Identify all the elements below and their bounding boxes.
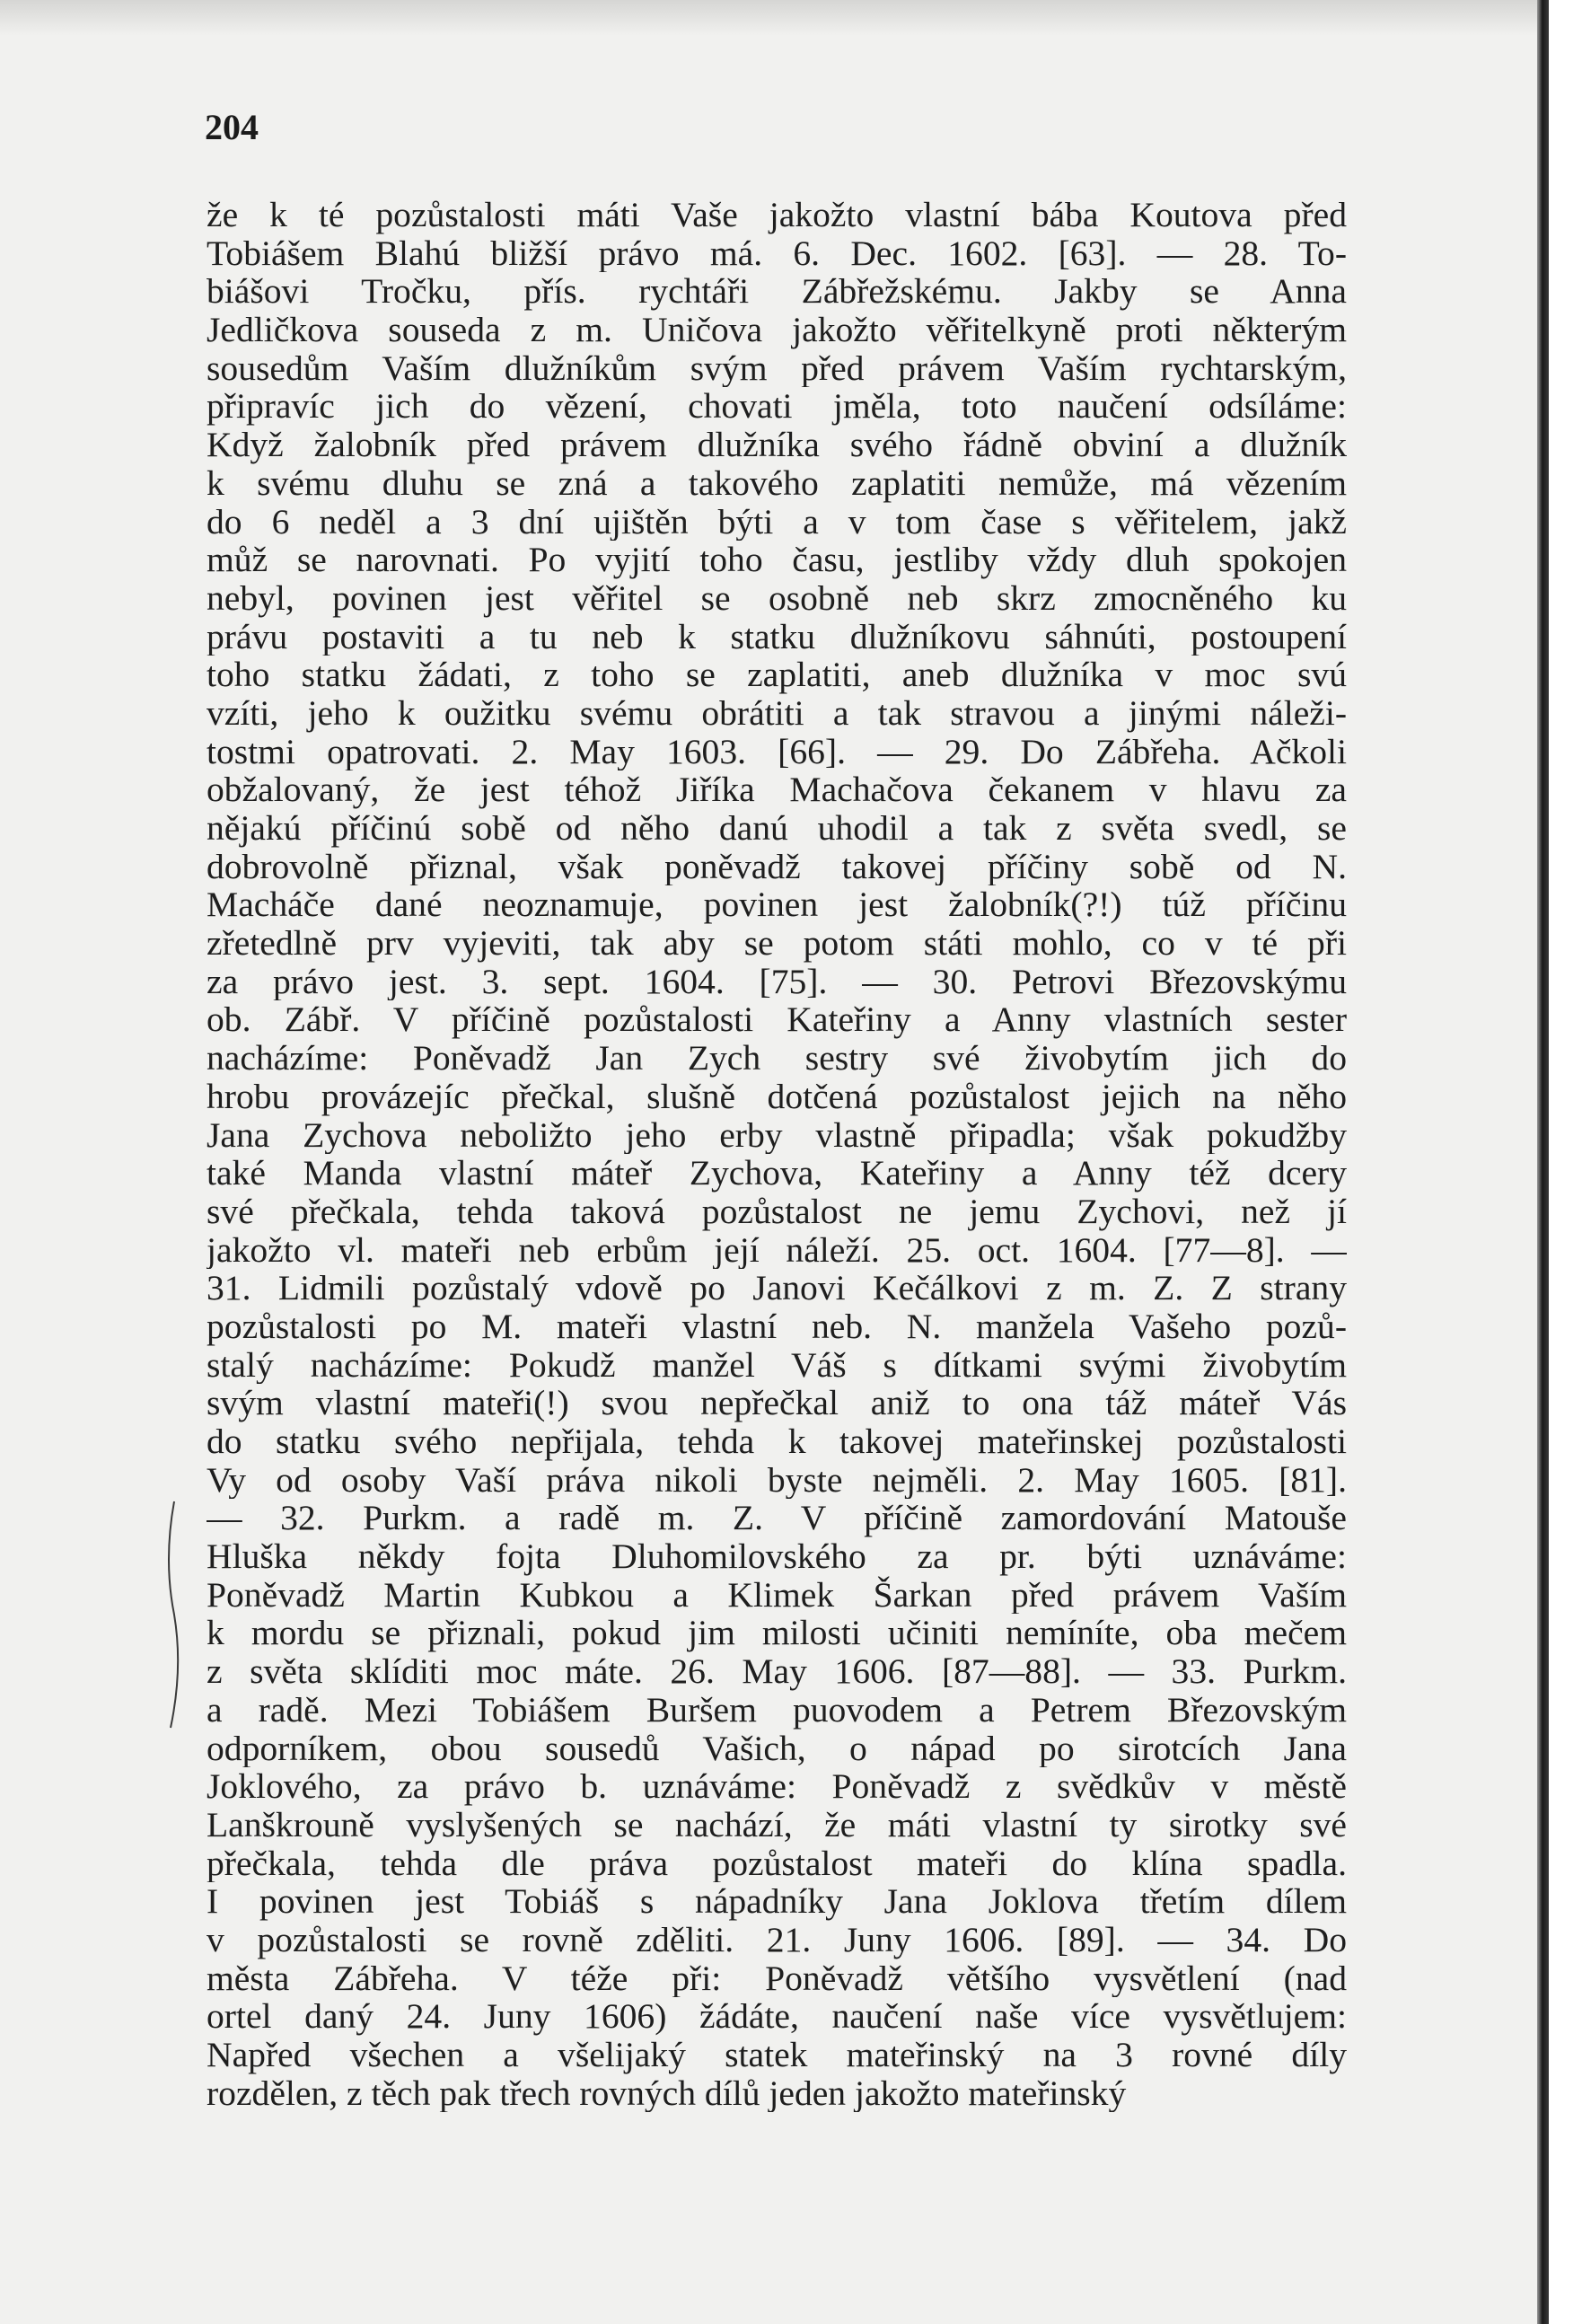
text-line: nějakú příčinú sobě od něho danú uhodil a tak z světa svedl, se — [207, 809, 1347, 848]
text-line: sousedům Vaším dlužníkům svým před právem Vaším rychtarským, — [207, 348, 1347, 388]
text-line: Jana Zychova neboližto jeho erby vlastně připadla; však pokudžby — [207, 1115, 1347, 1155]
text-line: nebyl, povinen jest věřitel se osobně neb skrz zmocněného ku — [207, 578, 1347, 618]
text-line: můž se narovnati. Po vyjití toho času, jestliby vždy dluh spokojen — [207, 541, 1347, 579]
text-line: Jedličkova souseda z m. Uničova jakožto věřitelkyně proti některým — [207, 311, 1347, 349]
text-line: Macháče dané neoznamuje, povinen jest žalobník(?!) túž příčinu — [207, 885, 1347, 925]
text-line: Poněvadž Martin Kubkou a Klimek Šarkan před právem Vaším — [207, 1575, 1347, 1615]
text-line: za právo jest. 3. sept. 1604. [75]. — 30. Petrovi Březovskýmu — [207, 962, 1347, 1001]
text-line: k mordu se přiznali, pokud jim milosti učiniti nemíníte, oba mečem — [207, 1614, 1347, 1653]
text-line: biášovi Tročku, přís. rychtáři Zábřežskému. Jakby se Anna — [207, 272, 1347, 312]
text-line: z světa sklíditi moc máte. 26. May 1606. [87—88]. — 33. Purkm. — [207, 1652, 1347, 1691]
text-line: právu postaviti a tu neb k statku dlužníkovu sáhnúti, postoupení — [207, 617, 1347, 656]
text-line: a radě. Mezi Tobiášem Buršem puovodem a Petrem Březovským — [207, 1690, 1347, 1730]
page-number: 204 — [205, 107, 259, 147]
margin-brace-mark — [162, 1498, 198, 1731]
text-line: ortel daný 24. Juny 1606) žádáte, naučení naše více vysvětlujem: — [207, 1997, 1347, 2036]
text-line: Hluška někdy fojta Dluhomilovského za pr. býti uznáváme: — [207, 1537, 1347, 1576]
text-line: 31. Lidmili pozůstalý vdově po Janovi Kečálkovi z m. Z. Z strany — [207, 1269, 1347, 1307]
text-line: rozdělen, z těch pak třech rovných dílů jeden jakožto mateřinský — [207, 2073, 1127, 2113]
text-line: toho statku žádati, z toho se zaplatiti, aneb dlužníka v moc svú — [207, 656, 1347, 694]
text-line: dobrovolně přiznal, však poněvadž takovej příčiny sobě od N. — [207, 847, 1347, 886]
text-line: také Manda vlastní máteř Zychova, Kateřiny a Anny též dcery — [207, 1154, 1347, 1193]
body-text — [207, 196, 1347, 2112]
text-line: k svému dluhu se zná a takového zaplatiti nemůže, má vězením — [207, 463, 1347, 503]
text-line: Když žalobník před právem dlužníka svého řádně obviní a dlužník — [207, 426, 1347, 464]
text-line: jakožto vl. mateři neb erbům její náleží. 25. oct. 1604. [77—8]. — — [207, 1230, 1347, 1270]
text-line: své přečkala, tehda taková pozůstalost ne jemu Zychovi, než jí — [207, 1192, 1347, 1231]
text-line: obžalovaný, že jest téhož Jiříka Machačova čekanem v hlavu za — [207, 770, 1347, 809]
text-line: I povinen jest Tobiáš s nápadníky Jana Joklova třetím dílem — [207, 1882, 1347, 1921]
text-line: Vy od osoby Vaší práva nikoli byste nejměli. 2. May 1605. [81]. — [207, 1460, 1347, 1500]
text-line: do statku svého nepřijala, tehda k takovej mateřinskej pozůstalosti — [207, 1422, 1347, 1461]
scan-top-shadow — [0, 0, 1537, 36]
text-line: ob. Zábř. V příčině pozůstalosti Kateřiny a Anny vlastních sester — [207, 1000, 1347, 1040]
text-line: svým vlastní mateři(!) svou nepřečkal aniž to ona táž máteř Vás — [207, 1384, 1347, 1422]
text-line: do 6 neděl a 3 dní ujištěn býti a v tom čase s věřitelem, jakž — [207, 502, 1347, 541]
text-line: zřetedlně prv vyjeviti, tak aby se potom státi mohlo, co v té při — [207, 924, 1347, 963]
text-line: Napřed všechen a všelijaký statek mateřinský na 3 rovné díly — [207, 2036, 1347, 2074]
text-line: města Zábřeha. V téže při: Poněvadž většího vysvětlení (nad — [207, 1959, 1347, 1998]
page-edge-shadow — [1537, 0, 1549, 2324]
text-line: v pozůstalosti se rovně zděliti. 21. Juny 1606. [89]. — 34. Do — [207, 1920, 1347, 1959]
text-line: stalý nacházíme: Pokudž manžel Váš s dítkami svými živobytím — [207, 1345, 1347, 1385]
text-line: Joklového, za právo b. uznáváme: Poněvadž z svědkův v městě — [207, 1767, 1347, 1806]
text-line: pozůstalosti po M. mateři vlastní neb. N. manžela Vašeho pozů- — [207, 1307, 1347, 1346]
text-line: že k té pozůstalosti máti Vaše jakožto vlastní bába Koutova před — [207, 196, 1347, 234]
text-line: vzíti, jeho k oužitku svému obrátiti a tak stravou a jinými náleži- — [207, 693, 1347, 733]
text-line: — 32. Purkm. a radě m. Z. V příčině zamordování Matouše — [207, 1499, 1347, 1538]
text-line: tostmi opatrovati. 2. May 1603. [66]. — 29. Do Zábřeha. Ačkoli — [207, 732, 1347, 771]
text-line: připravíc jich do vězení, chovati jměla, toto naučení odsíláme: — [207, 387, 1347, 427]
text-line: Lanškrouně vyslyšených se nachází, že máti vlastní ty sirotky své — [207, 1805, 1347, 1844]
text-line: hrobu provázejíc přečkal, slušně dotčená pozůstalost jejich na něho — [207, 1077, 1347, 1116]
text-line: Tobiášem Blahú bližší právo má. 6. Dec. 1602. [63]. — 28. To- — [207, 233, 1347, 273]
text-line: odporníkem, obou sousedů Vašich, o nápad po sirotcích Jana — [207, 1729, 1347, 1768]
text-line: nacházíme: Poněvadž Jan Zych sestry své živobytím jich do — [207, 1039, 1347, 1078]
text-line: přečkala, tehda dle práva pozůstalost mateři do klína spadla. — [207, 1844, 1347, 1883]
